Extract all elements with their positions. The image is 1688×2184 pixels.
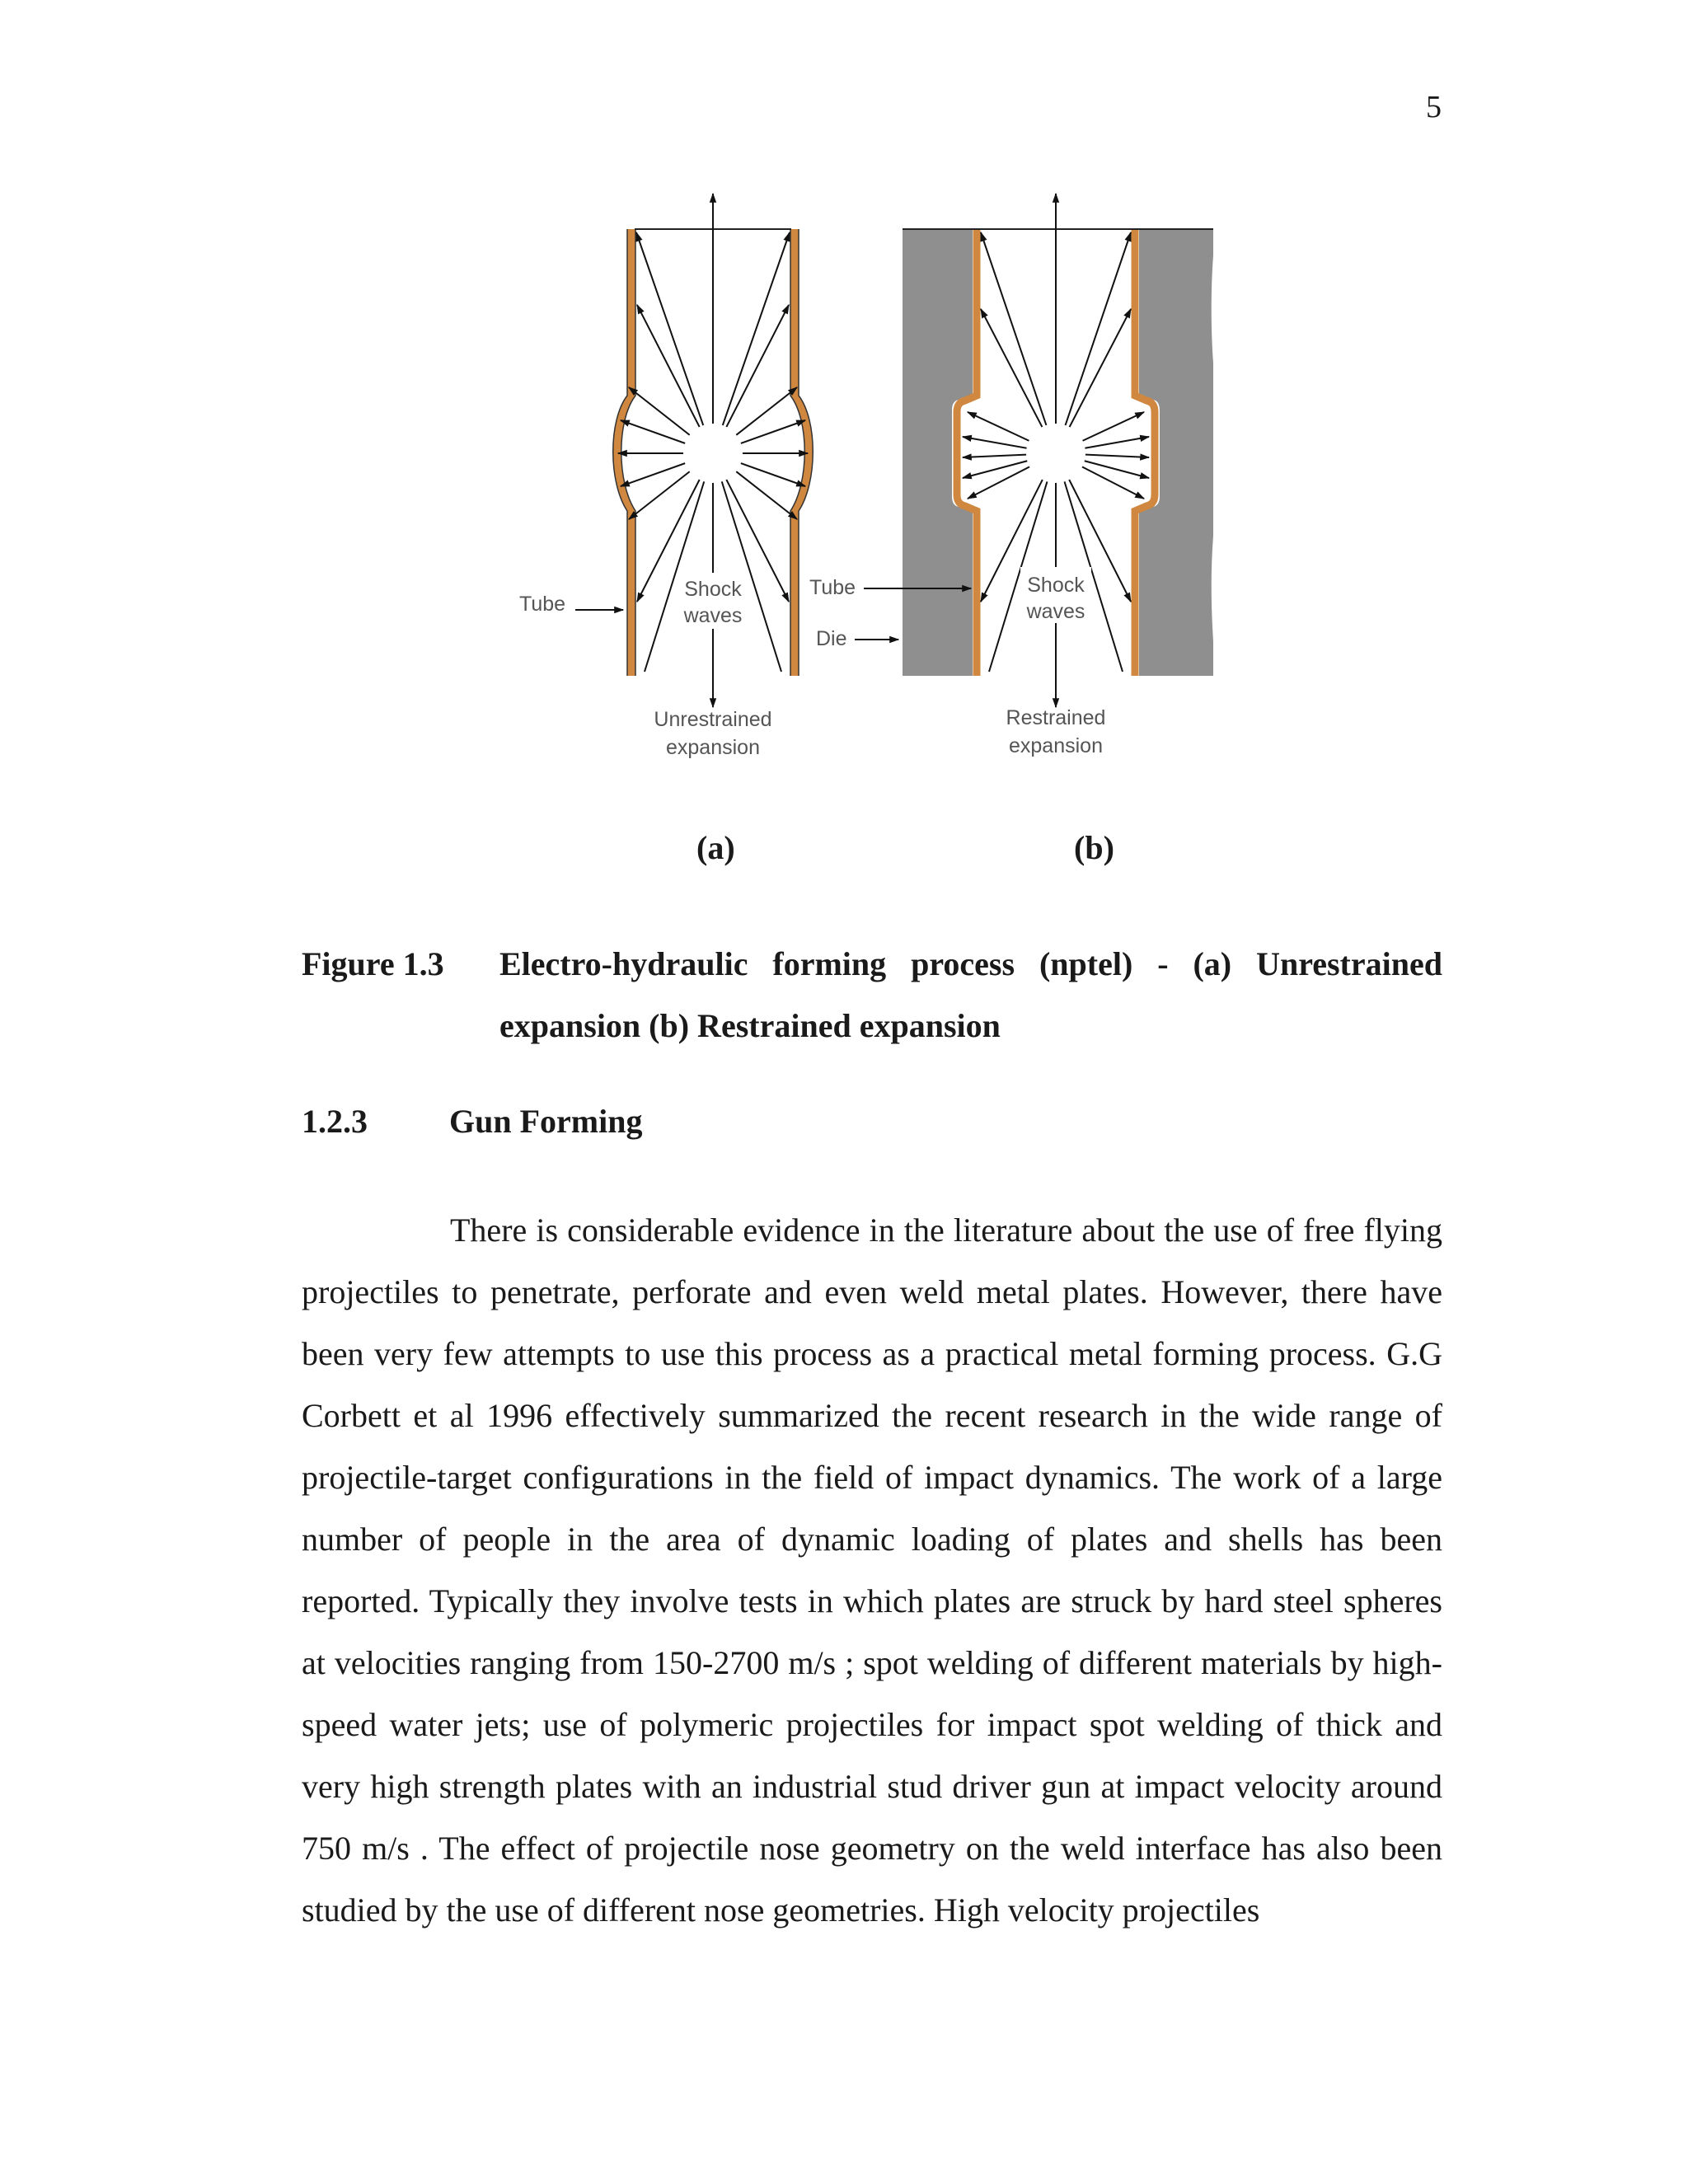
panel-a-expansion-label-2: expansion xyxy=(666,736,760,759)
figure-electro-hydraulic-forming xyxy=(462,173,1286,783)
panel-a-tube-label: Tube xyxy=(519,593,566,616)
panel-a-discharge-point xyxy=(683,424,743,483)
panel-b-shock-label-2: waves xyxy=(1026,600,1085,623)
panel-b-die-label: Die xyxy=(816,627,847,650)
figure-sub-label-a: (a) xyxy=(696,829,735,866)
panel-a-shock-label-2: waves xyxy=(683,604,743,627)
figure-caption-text: Electro-hydraulic forming process (nptel) - (a) Unrestrained expansion (b) Restrained expansion xyxy=(499,945,1442,1044)
panel-a-diagram xyxy=(519,194,813,759)
body-paragraph: There is considerable evidence in the literature about the use of free flying projectiles to penetrate, perforate and even weld metal plates. However, there have been very few attempts to use this process as a practical metal forming process. G.G Corbett et al 1996 effectively summarized the recent research in the wide range of projectile-target configurations in the field of impact dynamics. The work of a large number of people in the area of dynamic loading of plates and shells has been reported. Typically they involve tests in which plates are struck by hard steel spheres at velocities ranging from 150-2700 m/s ; spot welding of different materials by high-speed water jets; use of polymeric projectiles for impact spot welding of thick and very high strength plates with an industrial stud driver gun at impact velocity around 750 m/s . The effect of projectile nose geometry on the weld interface has also been studied by the use of different nose geometries. High velocity projectiles xyxy=(302,1212,1442,1929)
panel-a-expansion-label-1: Unrestrained xyxy=(654,708,772,731)
panel-b-die-left xyxy=(903,229,973,676)
panel-b-expansion-label-2: expansion xyxy=(1009,734,1103,757)
page-number: 5 xyxy=(1426,90,1442,124)
panel-b-shock-label-1: Shock xyxy=(1027,574,1085,597)
section-number: 1.2.3 xyxy=(302,1103,368,1140)
figure-caption-label: Figure 1.3 xyxy=(302,945,444,982)
panel-b-expansion-label-1: Restrained xyxy=(1006,706,1106,729)
figure-sub-label-b: (b) xyxy=(1074,829,1114,866)
panel-b-tube-label: Tube xyxy=(809,576,856,599)
panel-b-diagram xyxy=(809,194,1213,757)
panel-b-die-right xyxy=(1139,229,1213,676)
panel-b-discharge-point xyxy=(1026,424,1085,483)
panel-a-shock-label-1: Shock xyxy=(684,578,742,601)
section-heading: Gun Forming xyxy=(449,1103,643,1140)
